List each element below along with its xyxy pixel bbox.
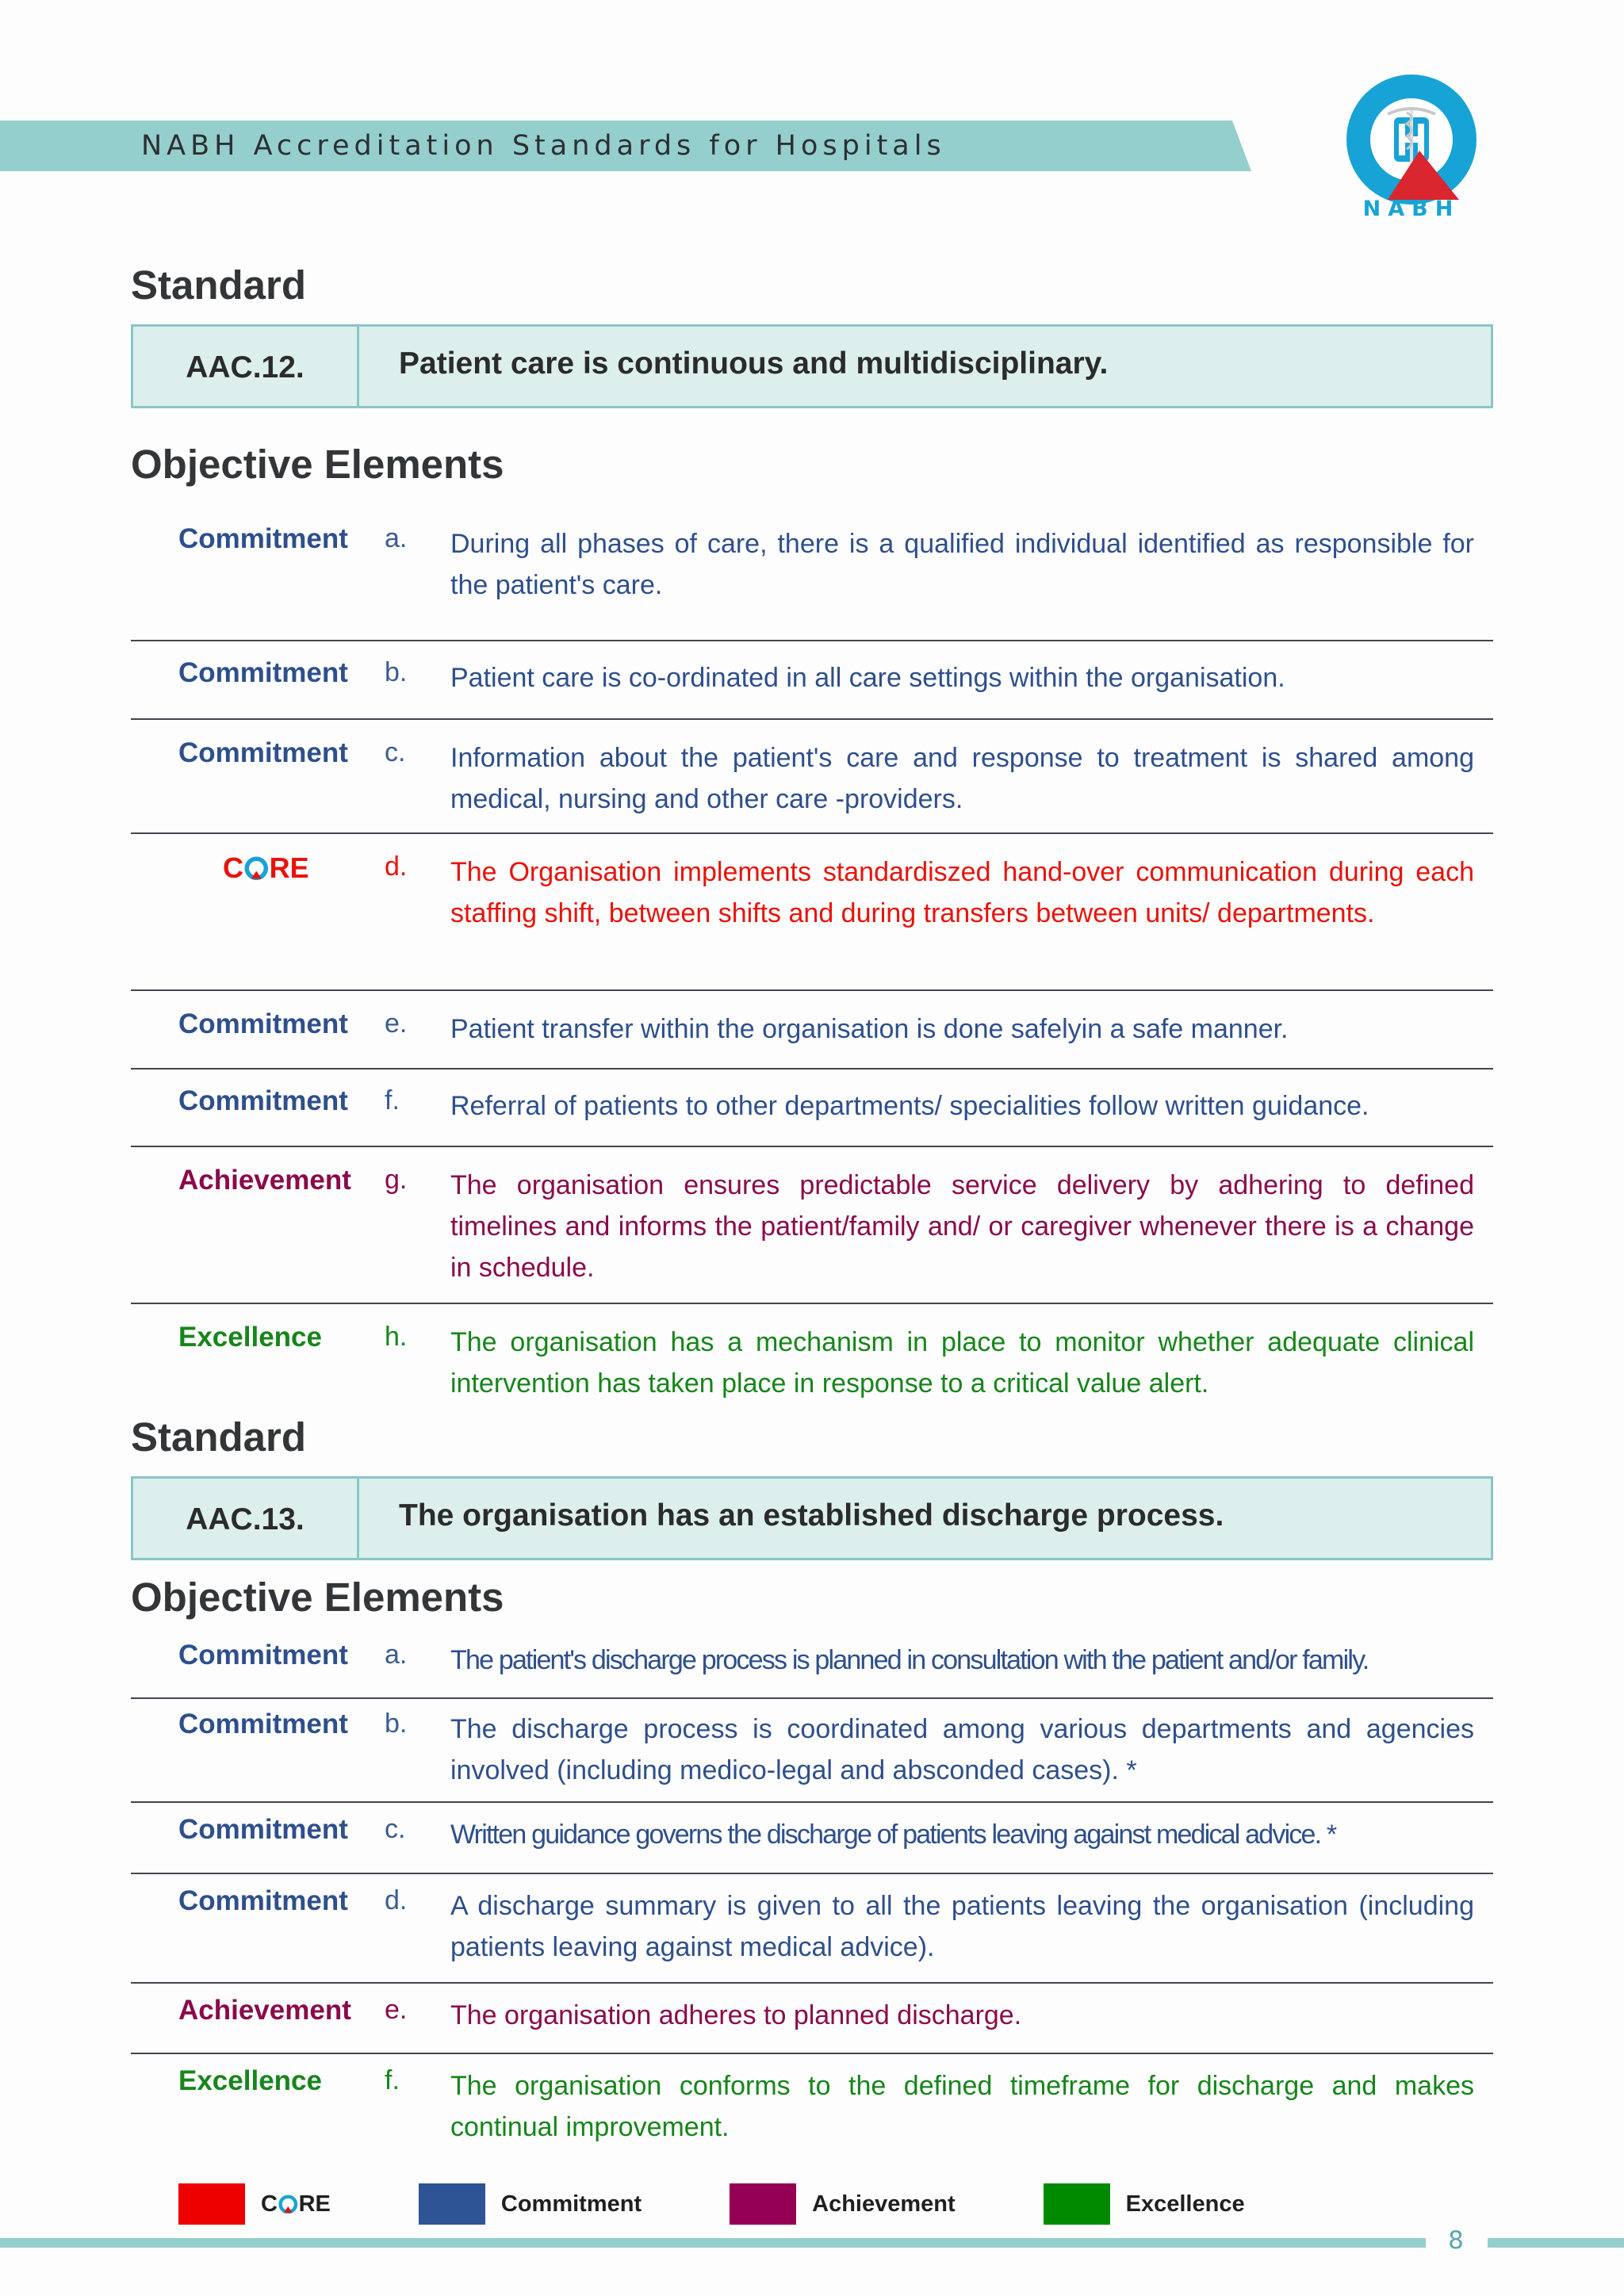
category-label (131, 851, 385, 989)
category-legend (178, 2183, 1245, 2225)
element-letter: f. (385, 1085, 400, 1115)
legend-label: Commitment (500, 2191, 642, 2217)
element-text: Referral of patients to other departments/ specialities follow written guidance. (450, 1091, 1369, 1121)
standard-code: AAC.12. (133, 327, 359, 406)
element-letter: a. (385, 1640, 408, 1670)
legend-label: Achievement (812, 2191, 956, 2217)
standard-statement: Patient care is continuous and multidisciplinary. (399, 346, 1109, 381)
element-letter: g. (385, 1165, 408, 1195)
objective-element-row (131, 641, 1493, 720)
element-text: Written guidance governs the discharge of patients leaving against medical advice. * (450, 1820, 1336, 1850)
element-text: The organisation adheres to planned discharge. (450, 2000, 1022, 2030)
footer-bar (0, 2238, 1426, 2248)
objective-element-row (131, 720, 1493, 834)
legend-item (419, 2183, 642, 2225)
category-label: Commitment (178, 1008, 348, 1039)
legend-item (730, 2183, 956, 2225)
element-letter: b. (385, 1709, 408, 1739)
objective-element-row (131, 1304, 1493, 1423)
legend-swatch (419, 2183, 485, 2225)
element-letter: e. (385, 1995, 408, 2025)
element-letter: c. (385, 1814, 406, 1844)
standard-box (131, 1476, 1493, 1560)
legend-swatch (178, 2183, 245, 2225)
category-label: Commitment (178, 523, 348, 554)
element-text: Patient care is co-ordinated in all care settings within the organisation. (450, 663, 1285, 693)
objective-element-row (131, 1984, 1493, 2054)
standard-heading: Standard (131, 262, 307, 308)
category-label: Commitment (178, 1814, 348, 1845)
legend-label (261, 2191, 331, 2218)
core-o-icon (278, 2195, 298, 2214)
standard-box (131, 324, 1493, 408)
category-label: Commitment (178, 1085, 348, 1116)
category-label: Commitment (178, 1709, 348, 1739)
objective-element-row (131, 834, 1493, 991)
core-label: C RE (261, 2191, 331, 2217)
category-label: Excellence (178, 2065, 322, 2096)
legend-swatch (1044, 2183, 1110, 2225)
element-letter: h. (385, 1322, 408, 1352)
element-letter: e. (385, 1008, 408, 1039)
element-text: Patient transfer within the organisation is done safelyin a safe manner. (450, 1014, 1289, 1044)
objective-element-row (131, 2054, 1493, 2165)
element-text: During all phases of care, there is a qualified individual identified as responsible for the patient's care. (450, 529, 1474, 600)
category-label: Commitment (178, 1640, 348, 1670)
document-title: NABH Accreditation Standards for Hospitals (141, 130, 946, 162)
element-text: A discharge summary is given to all the patients leaving the organisation (including patients leaving against medical advice). (450, 1891, 1474, 1962)
objective-element-row (131, 1070, 1493, 1147)
objective-elements-list (131, 519, 1493, 1423)
objective-elements-list (131, 1640, 1493, 2165)
core-o-icon (244, 856, 269, 881)
category-label: Achievement (178, 1995, 351, 2026)
element-text: The discharge process is coordinated among various departments and agencies involved (including medico-legal and absconded cases). * (450, 1714, 1474, 1785)
objective-element-row (131, 1874, 1493, 1984)
element-letter: b. (385, 657, 408, 687)
legend-item (1044, 2183, 1245, 2225)
objective-element-row (131, 1640, 1493, 1699)
element-text: The organisation conforms to the defined timeframe for discharge and makes continual improvement. (450, 2071, 1474, 2142)
category-label: Commitment (178, 737, 348, 768)
footer-bar (1488, 2238, 1624, 2248)
standard-heading: Standard (131, 1414, 307, 1460)
category-label: Commitment (178, 1885, 348, 1916)
objective-element-row (131, 1699, 1493, 1803)
legend-swatch (730, 2183, 796, 2225)
element-text: The organisation ensures predictable service delivery by adhering to defined timelines and informs the patient/family and/ or caregiver whenever there is a change in schedule. (450, 1170, 1474, 1283)
page-number: 8 (1448, 2226, 1464, 2255)
legend-item (178, 2183, 331, 2225)
category-label: Achievement (178, 1165, 351, 1196)
objective-elements-heading: Objective Elements (131, 1575, 504, 1620)
standard-code: AAC.13. (133, 1479, 359, 1558)
objective-element-row (131, 991, 1493, 1070)
element-text: The patient's discharge process is planned in consultation with the patient and/or family. (450, 1645, 1369, 1675)
element-letter: c. (385, 737, 406, 767)
element-text: The Organisation implements standardiszed hand-over communication during each staffing shift, between shifts and during transfers between units/ departments. (450, 857, 1474, 928)
element-letter: d. (385, 851, 408, 882)
objective-element-row (131, 1147, 1493, 1304)
objective-elements-heading: Objective Elements (131, 442, 504, 487)
category-label: Excellence (178, 1322, 322, 1353)
standard-statement: The organisation has an established discharge process. (399, 1498, 1224, 1533)
category-label: Commitment (178, 657, 348, 688)
objective-element-row (131, 519, 1493, 641)
core-label: C RE (223, 851, 309, 884)
logo-text: NABH (1362, 197, 1461, 221)
element-text: Information about the patient's care and response to treatment is shared among medical, nursing and other care -providers. (450, 743, 1474, 814)
element-text: The organisation has a mechanism in place to monitor whether adequate clinical intervention has taken place in response to a critical value alert. (450, 1327, 1474, 1399)
element-letter: d. (385, 1885, 408, 1915)
legend-label: Excellence (1125, 2191, 1245, 2217)
element-letter: a. (385, 523, 408, 553)
objective-element-row (131, 1803, 1493, 1874)
element-letter: f. (385, 2065, 400, 2095)
